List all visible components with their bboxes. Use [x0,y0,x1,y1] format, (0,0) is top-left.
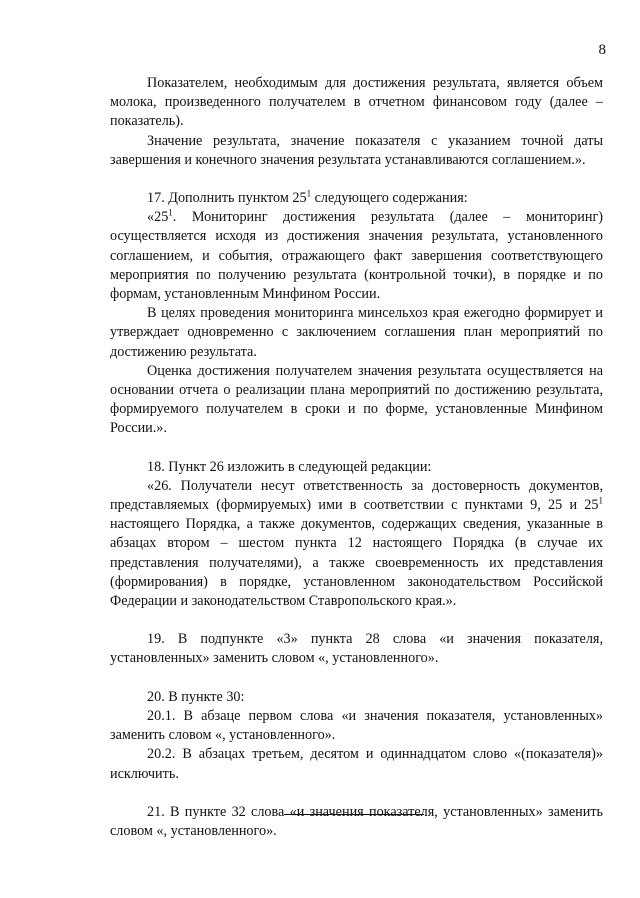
paragraph-result-values: Значение результата, значение показателя с указанием точной даты завершения и конечного значения результата устанавливаются соглашением.». [110,132,603,168]
paragraph-monitoring-plan: В целях проведения мониторинга минсельхоз края ежегодно формирует и утверждает одновременно с заключением соглашения план мероприятий по достижению результата. [110,305,603,360]
paragraph-responsibility: «26. Получатели несут ответственность за достоверность документов, представляемых (формируемых) ими в соответствии с пунктами 9, 25 и $25^1$ настоящего Порядка, а также документов, содержащих сведения, указанные в абзацах втором – шестом пункта 12 настоящего Порядка (в случае их представления получателями), а также своевременность их представления (формирования) в порядке, установленном законодательством Российской Федерации и законодательством Ставропольского края.». [110,477,603,610]
end-divider [284,814,424,815]
superscript: 1 [598,495,603,506]
superscript: 1 [168,207,173,218]
paragraph-item-18: 18. Пункт 26 изложить в следующей редакции: [147,458,432,475]
superscript: 1 [306,188,312,199]
paragraph-item-21: 21. В пункте 32 слова «и значения показателя, установленных» заменить словом «, установленного». [110,803,603,839]
paragraph-indicator-definition: Показателем, необходимым для достижения результата, является объем молока, произведенного получателем в отчетном финансовом году (далее – показатель). [110,75,603,130]
paragraph-item-17: 17. Дополнить пунктом $25^1$ следующего содержания: [147,188,468,207]
paragraph-assessment: Оценка достижения получателем значения результата осуществляется на основании отчета о реализации плана мероприятий по достижению результата, формируемого получателем в сроки и по форме, установленные Минфином России.». [110,362,603,437]
paragraph-item-19: 19. В подпункте «3» пункта 28 слова «и значения показателя, установленных» заменить словом «, установленного». [110,631,603,667]
document-body [110,74,603,841]
page-number: 8 [598,42,606,58]
paragraph-monitoring: «$25^1$. Мониторинг достижения результата (далее – мониторинг) осуществляется исходя из достижения значения результата, установленного соглашением, и события, отражающего факт завершения соответствующего мероприятия по получению результата (контрольной точки), в порядке и по формам, установленным Минфином России. [110,207,603,303]
paragraph-item-20-1: 20.1. В абзаце первом слова «и значения показателя, установленных» заменить словом «, установленного». [110,707,603,744]
paragraph-item-20-2: 20.2. В абзацах третьем, десятом и одиннадцатом слово «(показателя)» исключить. [110,746,603,782]
paragraph-item-20: 20. В пункте 30: [147,688,245,705]
